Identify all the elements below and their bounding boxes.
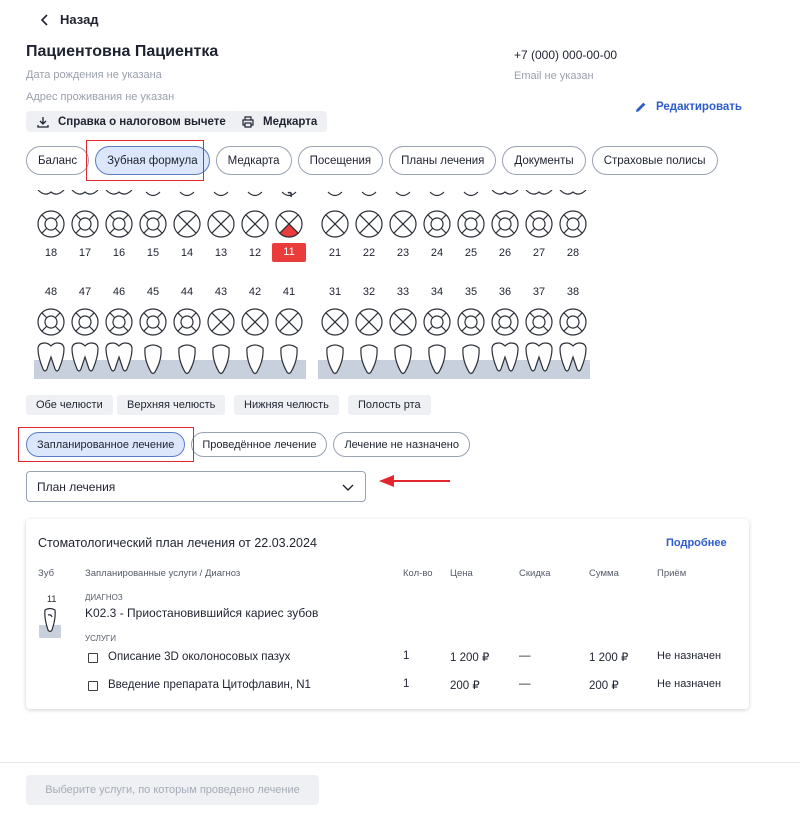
medcard-print-label: Медкарта [263,115,318,128]
tooth-surface-41[interactable] [276,309,302,335]
treatment-plan-card [26,519,749,709]
header-services: Запланированные услуги / Диагноз [85,568,241,579]
service-qty: 1 [403,650,410,662]
service-qty: 1 [403,678,410,690]
caries-mark-icon [288,193,291,198]
header-discount: Скидка [519,568,551,579]
tax-certificate-button[interactable] [26,111,236,132]
tooth-number-14[interactable]: 14 [180,247,194,259]
plan-tooth-number: 11 [47,594,57,604]
tooth-surface-17[interactable] [72,211,98,237]
printer-icon [241,115,255,129]
service-discount: — [519,678,531,690]
tooth-surface-12[interactable] [242,211,268,237]
tooth-surface-45[interactable] [140,309,166,335]
service-price: 200 ₽ [450,680,480,692]
patient-address: Адрес проживания не указан [26,91,175,103]
jaw-lower-button[interactable]: Нижняя челюсть [234,395,339,415]
tooth-number-21[interactable]: 21 [328,247,342,259]
tooth-number-32[interactable]: 32 [362,286,376,298]
tooth-root [146,192,160,196]
tooth-surface-18[interactable] [38,211,64,237]
tooth-number-26[interactable]: 26 [498,247,512,259]
service-discount: — [519,650,531,662]
tooth-number-15[interactable]: 15 [146,247,160,259]
tooth-surface-13[interactable] [208,211,234,237]
patient-email: Email не указан [514,70,594,82]
service-price: 1 200 ₽ [450,652,490,664]
tab-visits[interactable]: Посещения [298,146,384,175]
tooth-surface-37[interactable] [526,309,552,335]
tooth-surface-47[interactable] [72,309,98,335]
tooth-number-17[interactable]: 17 [78,247,92,259]
tab-documents[interactable]: Документы [502,146,585,175]
tooth-surface-15[interactable] [140,211,166,237]
tooth-number-16[interactable]: 16 [112,247,126,259]
tooth-surface-27[interactable] [526,211,552,237]
tooth-surface-33[interactable] [390,309,416,335]
tooth-surface-23[interactable] [390,211,416,237]
tooth-surface-34[interactable] [424,309,450,335]
gum-block [34,360,68,379]
header-qty: Кол-во [403,568,433,579]
chevron-left-icon [38,13,52,27]
tooth-number-47[interactable]: 47 [78,286,92,298]
tooth-surface-26[interactable] [492,211,518,237]
tooth-root [328,192,342,196]
tooth-number-35[interactable]: 35 [464,286,478,298]
tooth-root [38,190,64,194]
service-checkbox[interactable] [88,681,98,691]
tab-dental-formula[interactable]: Зубная формула [95,146,209,175]
tooth-number-18[interactable]: 18 [44,247,58,259]
jaw-upper-button[interactable]: Верхняя челюсть [117,395,225,415]
tooth-surface-24[interactable] [424,211,450,237]
tooth-surface-11[interactable] [276,211,302,237]
header-tooth: Зуб [38,568,55,579]
tooth-number-37[interactable]: 37 [532,286,546,298]
tooth-number-33[interactable]: 33 [396,286,410,298]
gum-block [68,360,102,379]
tab-balance[interactable]: Баланс [26,146,89,175]
tooth-root [72,190,98,194]
tooth-surface-43[interactable] [208,309,234,335]
tooth-root [396,192,410,196]
medcard-print-button[interactable] [231,111,327,132]
tooth-surface-16[interactable] [106,211,132,237]
tooth-number-36[interactable]: 36 [498,286,512,298]
tooth-root [526,190,552,194]
tooth-number-34[interactable]: 34 [430,286,444,298]
tooth-surface-36[interactable] [492,309,518,335]
edit-button[interactable] [634,100,742,114]
tooth-surface-38[interactable] [560,309,586,335]
diagnosis-text: K02.3 - Приостановившийся кариес зубов [85,606,319,620]
tooth-surface-48[interactable] [38,309,64,335]
tooth-surface-32[interactable] [356,309,382,335]
service-sum: 200 ₽ [589,680,619,692]
tooth-root [106,190,132,194]
edit-label: Редактировать [656,101,742,113]
tooth-root [492,190,518,194]
tooth-root [464,192,478,196]
tooth-number-11[interactable]: 11 [272,243,306,262]
pencil-icon [634,100,648,114]
chevron-down-icon [341,480,355,494]
tooth-number-13[interactable]: 13 [214,247,228,259]
services-label: УСЛУГИ [85,634,117,643]
tooth-surface-25[interactable] [458,211,484,237]
service-visit: Не назначен [657,650,722,662]
tooth-root [430,192,444,196]
gum-block [522,360,556,379]
footer-divider [0,762,800,763]
tab-insurance[interactable]: Страховые полисы [592,146,718,175]
tooth-number-46[interactable]: 46 [112,286,126,298]
tooth-root [560,190,586,194]
tooth-surface-31[interactable] [322,309,348,335]
tooth-number-28[interactable]: 28 [566,247,580,259]
treatment-plan-select-value: План лечения [37,479,116,494]
service-sum: 1 200 ₽ [589,652,629,664]
oral-cavity-button[interactable]: Полость рта [348,395,431,415]
gum-block [102,360,136,379]
tooth-number-25[interactable]: 25 [464,247,478,259]
tooth-number-44[interactable]: 44 [180,286,194,298]
patient-name: Пациентовна Пациентка [26,43,219,60]
tooth-root [248,192,262,196]
service-visit: Не назначен [657,678,722,690]
download-icon [36,115,50,129]
tooth-number-43[interactable]: 43 [214,286,228,298]
patient-phone: +7 (000) 000-00-00 [514,48,618,62]
tooth-icon [39,608,61,638]
select-services-button[interactable]: Выберите услуги, по которым проведено лечение [26,775,319,805]
back-label: Назад [60,12,99,27]
treatment-plan-select[interactable] [26,471,366,502]
highlight-box-treatment [18,427,194,462]
tooth-number-48[interactable]: 48 [44,286,58,298]
plan-details-link[interactable]: Подробнее [666,537,727,549]
tab-planned-treatment[interactable]: Запланированное лечение [26,432,185,457]
tax-certificate-label: Справка о налоговом вычете [58,115,226,128]
jaw-both-button[interactable]: Обе челюсти [26,395,113,415]
header-price: Цена [450,568,473,579]
tooth-number-12[interactable]: 12 [248,247,262,259]
service-name: Описание 3D околоносовых пазух [108,651,291,663]
highlight-box-tab [86,140,204,181]
tooth-surface-35[interactable] [458,309,484,335]
red-arrow-icon [378,474,452,488]
tooth-number-45[interactable]: 45 [146,286,160,298]
tooth-number-24[interactable]: 24 [430,247,444,259]
tooth-number-22[interactable]: 22 [362,247,376,259]
tooth-number-31[interactable]: 31 [328,286,342,298]
service-name: Введение препарата Цитофлавин, N1 [108,679,311,691]
tooth-surface-28[interactable] [560,211,586,237]
tab-treatment-plans[interactable]: Планы лечения [389,146,496,175]
tooth-surface-46[interactable] [106,309,132,335]
back-button[interactable] [38,12,99,27]
tooth-surface-22[interactable] [356,211,382,237]
tooth-number-41[interactable]: 41 [282,286,296,298]
gum-block [488,360,522,379]
tooth-surface-14[interactable] [174,211,200,237]
tooth-root [180,192,194,196]
gum-block [556,360,590,379]
tooth-number-38[interactable]: 38 [566,286,580,298]
tooth-number-27[interactable]: 27 [532,247,546,259]
tooth-number-23[interactable]: 23 [396,247,410,259]
patient-birth: Дата рождения не указана [26,69,162,81]
tooth-surface-42[interactable] [242,309,268,335]
plan-title: Стоматологический план лечения от 22.03.2024 [38,536,317,550]
tooth-root [214,192,228,196]
tab-done-treatment[interactable]: Проведённое лечение [191,432,327,457]
service-checkbox[interactable] [88,653,98,663]
tooth-number-42[interactable]: 42 [248,286,262,298]
tooth-root [362,192,376,196]
tab-medcard[interactable]: Медкарта [216,146,292,175]
tab-no-treatment[interactable]: Лечение не назначено [333,432,470,457]
header-visit: Приём [657,568,687,579]
diagnosis-label: ДИАГНОЗ [85,593,123,602]
tooth-surface-21[interactable] [322,211,348,237]
header-sum: Сумма [589,568,619,579]
tooth-surface-44[interactable] [174,309,200,335]
